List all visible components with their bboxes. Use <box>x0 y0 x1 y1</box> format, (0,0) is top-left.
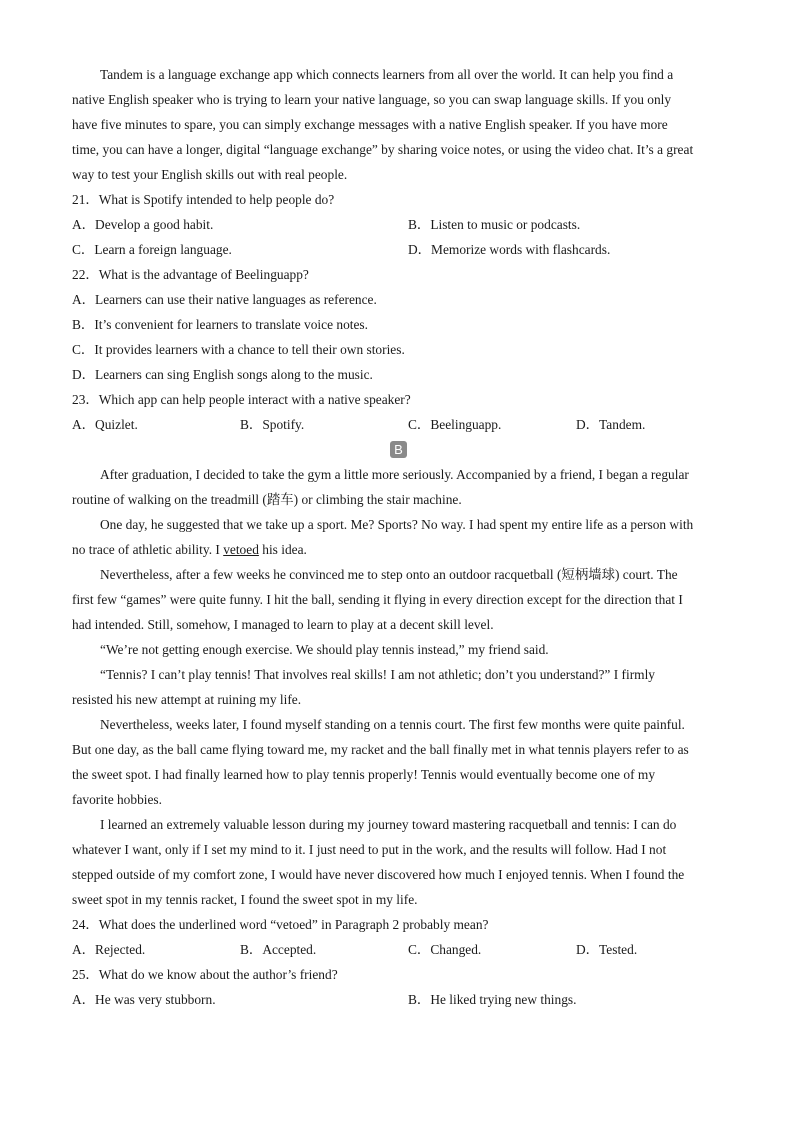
option-a: A．He was very stubborn. <box>72 992 216 1007</box>
section-marker <box>72 437 732 462</box>
option-b: B．Listen to music or podcasts. <box>408 217 581 232</box>
paragraph-5 <box>72 662 732 712</box>
text-line: have five minutes to spare, you can simply exchange messages with a native English speaker. If you have more <box>72 117 668 132</box>
option-b: B．Accepted. <box>240 942 317 957</box>
text-line: “We’re not getting enough exercise. We should play tennis instead,” my friend said. <box>100 642 549 657</box>
text-line: routine of walking on the treadmill (踏车) or climbing the stair machine. <box>72 492 462 507</box>
paragraph-1 <box>72 462 732 512</box>
text-line: way to test your English skills out with real people. <box>72 167 348 182</box>
text-line: One day, he suggested that we take up a sport. Me? Sports? No way. I had spent my entire life as a person with <box>100 517 694 532</box>
option-d: D．Tested. <box>576 942 638 957</box>
option-c: C．Learn a foreign language. <box>72 242 232 257</box>
text-line: Nevertheless, after a few weeks he convinced me to step onto an outdoor racquetball (短柄墙球) court. The <box>100 567 678 582</box>
passage-a-paragraph <box>72 62 732 187</box>
paragraph-3 <box>72 562 732 637</box>
text-line: I learned an extremely valuable lesson during my journey toward mastering racquetball and tennis: I can do <box>100 817 677 832</box>
question-stem: 21．What is Spotify intended to help people do? <box>72 192 335 207</box>
option-b: B．Spotify. <box>240 417 305 432</box>
text-line: “Tennis? I can’t play tennis! That involves real skills! I am not athletic; don’t you understand?” I firmly <box>100 667 655 682</box>
question-stem: 24．What does the underlined word “vetoed” in Paragraph 2 probably mean? <box>72 917 489 932</box>
text-line: favorite hobbies. <box>72 792 162 807</box>
option-a: A．Develop a good habit. <box>72 217 214 232</box>
option-c: C．It provides learners with a chance to tell their own stories. <box>72 342 405 357</box>
question-23 <box>72 387 732 437</box>
passage-b <box>72 462 732 912</box>
question-21 <box>72 187 732 262</box>
text-segment: his idea. <box>258 542 307 557</box>
option-a: A．Quizlet. <box>72 417 138 432</box>
paragraph-6 <box>72 712 732 812</box>
question-stem: 25．What do we know about the author’s friend? <box>72 967 338 982</box>
text-line: Nevertheless, weeks later, I found myself standing on a tennis court. The first few months were quite painful. <box>100 717 685 732</box>
question-25 <box>72 962 732 1012</box>
text-line: time, you can have a longer, digital “language exchange” by sharing voice notes, or using the video chat. It’s a great <box>72 142 694 157</box>
paragraph-2 <box>72 512 732 562</box>
option-b: B．It’s convenient for learners to translate voice notes. <box>72 317 368 332</box>
question-24 <box>72 912 732 962</box>
text-line: sweet spot in my tennis racket, I found the sweet spot in my life. <box>72 892 418 907</box>
option-d: D．Learners can sing English songs along to the music. <box>72 367 373 382</box>
text-line: first few “games” were quite funny. I hit the ball, sending it flying in every direction except for the direction that I <box>72 592 683 607</box>
option-a: A．Rejected. <box>72 942 146 957</box>
paragraph-7 <box>72 812 732 912</box>
text-line: the sweet spot. I had finally learned how to play tennis properly! Tennis would eventually become one of my <box>72 767 656 782</box>
text-line: had intended. Still, somehow, I managed to learn to play at a decent skill level. <box>72 617 494 632</box>
text-line: resisted his new attempt at ruining my life. <box>72 692 302 707</box>
underlined-word: vetoed <box>223 542 259 557</box>
text-line: whatever I want, only if I set my mind to it. I just need to put in the work, and the results will follow. Had I not <box>72 842 667 857</box>
section-b-badge: B <box>390 441 407 458</box>
text-segment: no trace of athletic ability. I <box>72 542 224 557</box>
text-line: But one day, as the ball came flying toward me, my racket and the ball finally met in what tennis players refer to as <box>72 742 689 757</box>
text-line: Tandem is a language exchange app which connects learners from all over the world. It can help you find a <box>100 67 674 82</box>
option-b: B．He liked trying new things. <box>408 992 577 1007</box>
text-line: stepped outside of my comfort zone, I would have never discovered how much I enjoyed tennis. When I found the <box>72 867 685 882</box>
question-stem: 22．What is the advantage of Beelinguapp? <box>72 267 309 282</box>
option-d: D．Tandem. <box>576 417 646 432</box>
question-stem: 23．Which app can help people interact with a native speaker? <box>72 392 411 407</box>
paragraph-4 <box>72 637 732 662</box>
text-line: native English speaker who is trying to learn your native language, so you can swap language skills. If you only <box>72 92 672 107</box>
text-line: After graduation, I decided to take the gym a little more seriously. Accompanied by a friend, I began a regular <box>100 467 689 482</box>
question-22 <box>72 262 732 387</box>
page-content <box>72 62 732 1012</box>
option-d: D．Memorize words with flashcards. <box>408 242 611 257</box>
text-line <box>72 537 732 562</box>
option-c: C．Beelinguapp. <box>408 417 502 432</box>
option-a: A．Learners can use their native languages as reference. <box>72 292 377 307</box>
option-c: C．Changed. <box>408 942 482 957</box>
